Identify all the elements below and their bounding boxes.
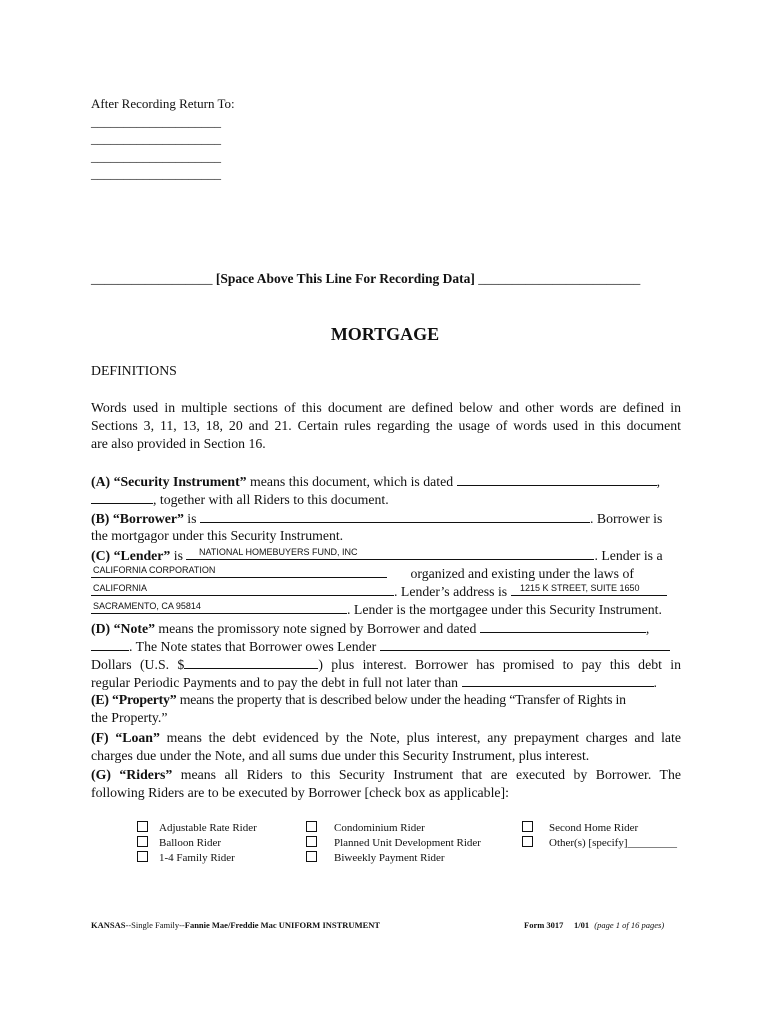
definition-d-interest: ) plus interest. Borrower has promised to pay this debt in bbox=[318, 657, 682, 672]
definition-b-end: . Borrower is bbox=[589, 511, 663, 526]
rider-label: 1-4 Family Rider bbox=[159, 852, 235, 864]
document-title: MORTGAGE bbox=[330, 324, 440, 344]
organization-value: CALIFORNIA CORPORATION bbox=[93, 565, 216, 575]
intro-line: Sections 3, 11, 13, 18, 20 and 21. Certain rules regarding the usage of words used in this document bbox=[91, 418, 681, 433]
dollars-label: Dollars (U.S. $ bbox=[91, 657, 185, 672]
intro-line: Words used in multiple sections of this document are defined below and other words are defined in bbox=[91, 400, 681, 415]
checkbox-icon[interactable] bbox=[522, 821, 533, 832]
note-date-blank[interactable] bbox=[91, 637, 129, 651]
footer-family: --Single Family-- bbox=[125, 920, 185, 930]
rider-option[interactable] bbox=[306, 821, 425, 836]
return-to-line: ____________________ bbox=[91, 166, 221, 181]
footer-state: KANSAS bbox=[91, 920, 126, 930]
return-to-line: ____________________ bbox=[91, 114, 221, 129]
rider-option[interactable] bbox=[137, 821, 257, 836]
definition-b-line2: the mortgagor under this Security Instrument. bbox=[91, 528, 344, 543]
definition-d-label: (D) “Note” bbox=[91, 621, 155, 636]
state-value: CALIFORNIA bbox=[93, 583, 148, 593]
maturity-date-blank[interactable] bbox=[462, 673, 654, 687]
definition-d-line4 bbox=[91, 673, 681, 692]
definition-a-line1 bbox=[91, 472, 681, 491]
definition-d-text2: . The Note states that Borrower owes Lender bbox=[129, 639, 380, 654]
checkbox-icon[interactable] bbox=[137, 836, 148, 847]
definition-a-text: means this document, which is dated bbox=[246, 474, 457, 489]
definition-e-line2: the Property.” bbox=[91, 710, 168, 725]
intro-line: are also provided in Section 16. bbox=[91, 436, 266, 451]
checkbox-icon[interactable] bbox=[306, 851, 317, 862]
definition-f-line1 bbox=[91, 729, 681, 747]
definition-g-line1 bbox=[91, 766, 681, 784]
rider-option[interactable] bbox=[306, 851, 445, 866]
footer-instrument: Fannie Mae/Freddie Mac UNIFORM INSTRUMENT bbox=[184, 920, 381, 930]
checkbox-icon[interactable] bbox=[306, 836, 317, 847]
definition-c-line1 bbox=[91, 546, 681, 565]
definition-a-end: , bbox=[656, 474, 661, 489]
rider-label: Biweekly Payment Rider bbox=[334, 852, 445, 864]
footer-page-number: (page 1 of 16 pages) bbox=[594, 920, 665, 930]
definition-b-label: (B) “Borrower” bbox=[91, 511, 184, 526]
footer-form-number: Form 3017 1/01 bbox=[524, 920, 590, 930]
definition-e-line1 bbox=[91, 691, 681, 709]
definition-c-label: (C) “Lender” bbox=[91, 548, 171, 563]
return-to-label: After Recording Return To: bbox=[91, 96, 235, 111]
note-date-blank[interactable] bbox=[480, 619, 646, 633]
checkbox-icon[interactable] bbox=[306, 821, 317, 832]
definition-d-text: means the promissory note signed by Borrower and dated bbox=[154, 621, 480, 636]
lender-address-label: . Lender’s address is bbox=[394, 584, 511, 599]
definition-e-label: (E) “Property” bbox=[91, 692, 177, 707]
rider-label: Adjustable Rate Rider bbox=[159, 822, 257, 834]
definition-b-text: is bbox=[183, 511, 200, 526]
rider-option[interactable] bbox=[137, 836, 221, 851]
rider-option[interactable] bbox=[137, 851, 235, 866]
checkbox-icon[interactable] bbox=[137, 821, 148, 832]
return-to-line: ____________________ bbox=[91, 131, 221, 146]
rider-option[interactable] bbox=[522, 821, 638, 836]
definition-a-line2 bbox=[91, 490, 681, 509]
definitions-heading: DEFINITIONS bbox=[91, 363, 177, 378]
rider-label: Planned Unit Development Rider bbox=[334, 837, 481, 849]
organized-text: organized and existing under the laws of bbox=[410, 566, 634, 581]
lender-name-value: NATIONAL HOMEBUYERS FUND, INC bbox=[199, 547, 358, 557]
definition-b-line1 bbox=[91, 509, 681, 528]
definition-g-line2: following Riders are to be executed by Borrower [check box as applicable]: bbox=[91, 785, 509, 800]
other-specify-blank[interactable]: _________ bbox=[627, 837, 677, 849]
definition-d-line2 bbox=[91, 637, 681, 656]
definition-d-line1 bbox=[91, 619, 681, 638]
definition-e-text: means the property that is described below under the heading “Transfer of Rights in bbox=[176, 692, 626, 707]
rider-label: Other(s) [specify] bbox=[549, 837, 628, 849]
checkbox-icon[interactable] bbox=[137, 851, 148, 862]
divider-right-rule: ________________________ bbox=[478, 271, 641, 286]
definition-g-label: (G) “Riders” bbox=[91, 767, 173, 782]
footer-right bbox=[524, 920, 664, 930]
definition-c-text: is bbox=[170, 548, 187, 563]
amount-words-blank[interactable] bbox=[380, 637, 670, 651]
rider-option[interactable] bbox=[306, 836, 481, 851]
definition-d-periodic: regular Periodic Payments and to pay the debt in full not later than bbox=[91, 675, 462, 690]
lender-mortgagee-text: . Lender is the mortgagee under this Security Instrument. bbox=[347, 602, 662, 617]
divider-left-rule: __________________ bbox=[91, 271, 213, 286]
definition-c-end: . Lender is a bbox=[594, 548, 663, 563]
borrower-blank[interactable] bbox=[200, 509, 590, 523]
definition-d-period: . bbox=[653, 675, 657, 690]
rider-option[interactable] bbox=[522, 836, 677, 851]
address-value: 1215 K STREET, SUITE 1650 bbox=[520, 583, 640, 593]
definition-d-end: , bbox=[645, 621, 650, 636]
recording-data-divider bbox=[91, 270, 681, 288]
definition-f-label: (F) “Loan” bbox=[91, 730, 160, 745]
date-blank[interactable] bbox=[91, 490, 153, 504]
rider-label: Balloon Rider bbox=[159, 837, 222, 849]
rider-label: Condominium Rider bbox=[334, 822, 425, 834]
definition-a-label: (A) “Security Instrument” bbox=[91, 474, 247, 489]
city-value: SACRAMENTO, CA 95814 bbox=[93, 601, 201, 611]
definition-d-line3 bbox=[91, 655, 681, 674]
amount-blank[interactable] bbox=[184, 655, 318, 669]
definition-f-line2: charges due under the Note, and all sums due under this Security Instrument, plus interest. bbox=[91, 748, 590, 763]
date-blank[interactable] bbox=[457, 472, 657, 486]
recording-data-label: [Space Above This Line For Recording Data] bbox=[215, 271, 475, 286]
definition-f-text: means the debt evidenced by the Note, plus interest, any prepayment charges and late bbox=[159, 730, 681, 745]
definition-g-text: means all Riders to this Security Instrument that are executed by Borrower. The bbox=[172, 767, 681, 782]
rider-label: Second Home Rider bbox=[549, 822, 639, 834]
return-to-line: ____________________ bbox=[91, 149, 221, 164]
definition-a-text2: , together with all Riders to this document. bbox=[153, 492, 389, 507]
footer-left bbox=[91, 920, 380, 930]
checkbox-icon[interactable] bbox=[522, 836, 533, 847]
